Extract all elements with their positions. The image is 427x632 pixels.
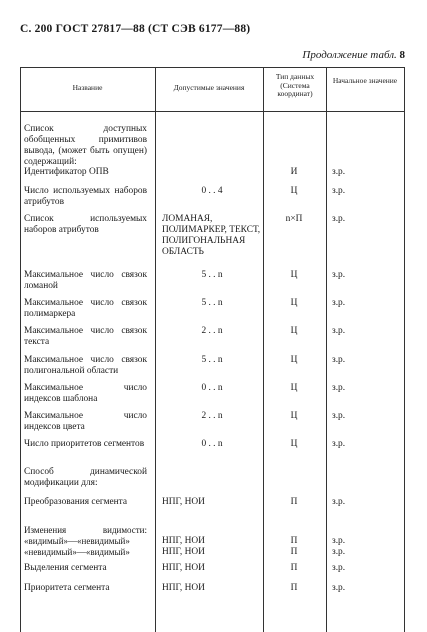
- table-top-rule: [20, 67, 404, 68]
- table-row-type: И: [290, 167, 298, 177]
- table-row-name: Выделения сегмента: [24, 563, 107, 573]
- table-row-initial: з.р.: [332, 563, 346, 573]
- table-row-initial: з.р.: [332, 298, 346, 308]
- table-row-initial: з.р.: [332, 326, 346, 336]
- table-row-name: Список используемых наборов атрибутов: [24, 214, 147, 235]
- table-row-initial: з.р.: [332, 497, 346, 507]
- table-row-type: Ц: [290, 326, 298, 336]
- table-row-allowed: НПГ, НОИ НПГ, НОИ: [162, 536, 205, 557]
- table-row-name: Максимальное число связок ломаной: [24, 270, 147, 291]
- table-row-allowed: 0 . . n: [201, 383, 223, 393]
- table-row-initial: з.р.: [332, 411, 346, 421]
- table-row-name: Преобразования сегмента: [24, 497, 128, 507]
- table-row-initial: з.р.: [332, 186, 346, 196]
- table-row-name: Максимальное число связок полимаркера: [24, 298, 147, 319]
- table-row-name: Способ динамической модификации для:: [24, 467, 147, 488]
- table-row-initial: з.р.: [332, 355, 346, 365]
- table-right-border: [404, 67, 405, 632]
- table-continuation: [302, 49, 405, 61]
- column-header-name: Название: [72, 83, 103, 92]
- table-row-allowed: НПГ, НОИ: [162, 563, 205, 573]
- table-row-type: Ц: [290, 411, 298, 421]
- table-row-allowed: 5 . . n: [201, 270, 223, 280]
- table-row-allowed: 2 . . n: [201, 411, 223, 421]
- table-row-allowed: НПГ, НОИ: [162, 497, 205, 507]
- table-row-initial: з.р.: [332, 383, 346, 393]
- table-row-type: Ц: [290, 383, 298, 393]
- table-row-name: Число приоритетов сегментов: [24, 439, 145, 449]
- table-row-allowed: 0 . . n: [201, 439, 223, 449]
- table-row-type: Ц: [290, 355, 298, 365]
- table-row-name: Изменения видимости: «видимый»—«невидимый» «невидимый»—«видимый»: [24, 525, 147, 557]
- column-divider-3: [326, 67, 327, 632]
- table-row-initial: з.р. з.р.: [332, 536, 346, 557]
- table-row-type: Ц: [290, 439, 298, 449]
- column-divider-2: [263, 67, 264, 632]
- table-row-initial: з.р.: [332, 439, 346, 449]
- page-header: С. 200 ГОСТ 27817—88 (СТ СЭВ 6177—88): [20, 23, 251, 35]
- table-row-name: Максимальное число связок текста: [24, 326, 147, 347]
- table-row-initial: з.р.: [332, 167, 346, 177]
- table-row-name: Число используемых наборов атрибутов: [24, 186, 147, 207]
- table-row-allowed: 2 . . n: [201, 326, 223, 336]
- table-row-type: Ц: [290, 186, 298, 196]
- table-row-name: Максимальное число индексов цвета: [24, 411, 147, 432]
- column-header-initial: Начальное значение: [332, 76, 398, 85]
- table-row-allowed: 5 . . n: [201, 355, 223, 365]
- column-header-allowed: Допустимые значения: [173, 83, 245, 92]
- table-row-name: Список доступных обобщенных примитивов вывода, (может быть опущен) содержащий:: [24, 124, 147, 167]
- table-header-rule: [20, 111, 404, 112]
- table-row-type: П: [290, 583, 298, 593]
- table-row-type: П П: [290, 536, 298, 557]
- table-row-type: n×П: [285, 214, 303, 224]
- column-header-type: Тип данных (Система координат): [275, 72, 315, 98]
- table-row-type: Ц: [290, 298, 298, 308]
- column-divider-1: [155, 67, 156, 632]
- table-row-type: П: [290, 563, 298, 573]
- table-row-allowed: НПГ, НОИ: [162, 583, 205, 593]
- table-left-border: [20, 67, 21, 632]
- table-row-name: Приоритета сегмента: [24, 583, 110, 593]
- table-row-allowed: ЛОМАНАЯ, ПОЛИМАРКЕР, ТЕКСТ, ПОЛИГОНАЛЬНАЯ ОБЛАСТЬ: [162, 214, 261, 257]
- table-row-initial: з.р.: [332, 214, 346, 224]
- continuation-text: Продолжение табл.: [302, 49, 397, 61]
- table-row-name: Максимальное число индексов шаблона: [24, 383, 147, 404]
- table-row-name: Идентификатор ОПВ: [24, 167, 109, 177]
- table-row-type: Ц: [290, 270, 298, 280]
- table-row-allowed: 0 . . 4: [201, 186, 223, 196]
- table-number: 8: [399, 49, 405, 61]
- table-row-initial: з.р.: [332, 583, 346, 593]
- table-row-initial: з.р.: [332, 270, 346, 280]
- table-row-allowed: 5 . . n: [201, 298, 223, 308]
- table-row-name: Максимальное число связок полигональной области: [24, 355, 147, 376]
- table-row-type: П: [290, 497, 298, 507]
